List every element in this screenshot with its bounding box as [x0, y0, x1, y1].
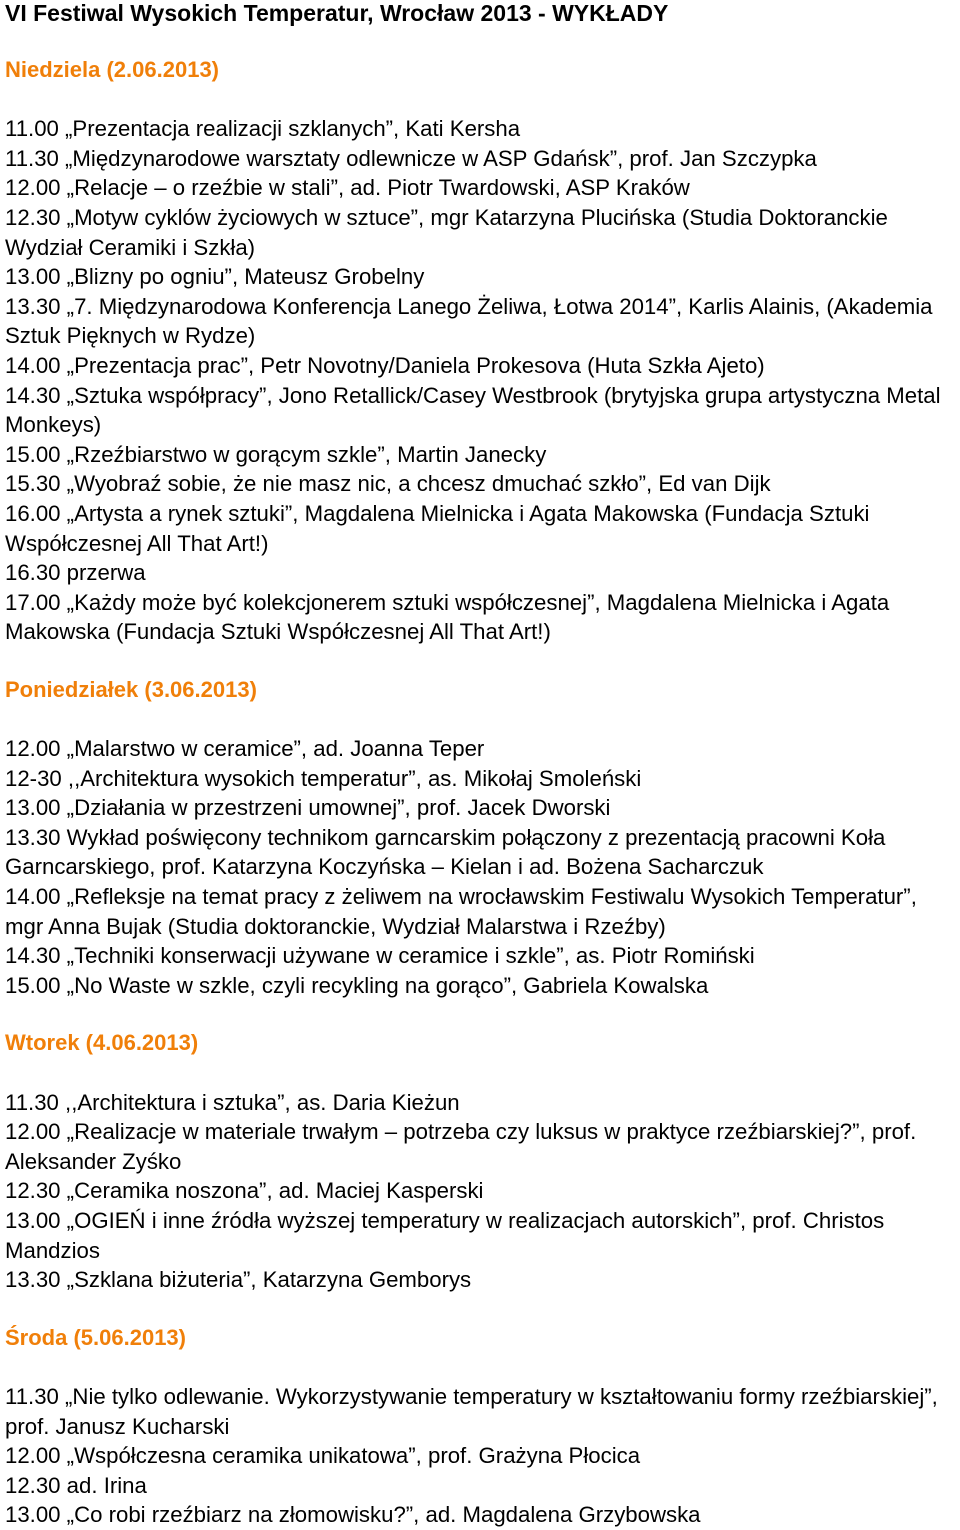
lecture-entry: 15.00 „No Waste w szkle, czyli recykling na gorąco”, Gabriela Kowalska: [5, 972, 709, 998]
lecture-entry: 13.00 „Co robi rzeźbiarz na złomowisku?”, ad. Magdalena Grzybowska: [5, 1502, 701, 1528]
document-title: VI Festiwal Wysokich Temperatur, Wrocław 2013 - WYKŁADY: [5, 0, 669, 26]
day-heading: Środa (5.06.2013): [5, 1324, 186, 1350]
day-section: [5, 1028, 957, 1294]
lecture-entry: 15.00 „Rzeźbiarstwo w gorącym szkle”, Martin Janecky: [5, 441, 547, 467]
lecture-entry: 12-30 ,,Architektura wysokich temperatur”, as. Mikołaj Smoleński: [5, 765, 642, 791]
lecture-entry: 13.30 „Szklana biżuteria”, Katarzyna Gemborys: [5, 1267, 472, 1293]
lecture-entry: 12.30 „Motyw cyklów życiowych w sztuce”, mgr Katarzyna Plucińska (Studia Doktoranckie Wydział Ceramiki i Szkła): [5, 204, 888, 260]
spacer: [5, 704, 957, 734]
day-section: [5, 55, 957, 647]
lecture-entry: 14.30 „Techniki konserwacji używane w ceramice i szkle”, as. Piotr Romiński: [5, 943, 755, 969]
lecture-entry: 17.00 „Każdy może być kolekcjonerem sztuki współczesnej”, Magdalena Mielnicka i Agata Makowska (Fundacja Sztuki Współczesnej All That Art!): [5, 589, 890, 645]
day-heading: Wtorek (4.06.2013): [5, 1030, 199, 1056]
day-section: [5, 1323, 957, 1530]
day-section: [5, 675, 957, 1001]
day-heading: Poniedziałek (3.06.2013): [5, 676, 257, 702]
spacer: [5, 1352, 957, 1382]
lecture-entry: 14.00 „Refleksje na temat pracy z żeliwem na wrocławskim Festiwalu Wysokich Temperatur”, mgr Anna Bujak (Studia doktoranckie, Wydział Malarstwa i Rzeźby): [5, 884, 917, 939]
lecture-entry: 12.30 „Ceramika noszona”, ad. Maciej Kasperski: [5, 1178, 484, 1204]
lecture-entry: 15.30 „Wyobraź sobie, że nie masz nic, a chcesz dmuchać szkło”, Ed van Dijk: [5, 471, 771, 497]
spacer: [5, 85, 957, 115]
lecture-entry: 11.00 „Prezentacja realizacji szklanych”, Kati Kersha: [5, 116, 521, 142]
lecture-entry: 12.30 ad. Irina: [5, 1472, 147, 1498]
lecture-entry: 14.30 „Sztuka współpracy”, Jono Retallick/Casey Westbrook (brytyjska grupa artystyczna Metal Monkeys): [5, 382, 941, 438]
lecture-entry: 16.00 „Artysta a rynek sztuki”, Magdalena Mielnicka i Agata Makowska (Fundacja Sztuki Współczesnej All That Art!): [5, 500, 870, 556]
lecture-entry: 11.30 „Nie tylko odlewanie. Wykorzystywanie temperatury w kształtowaniu formy rzeźbiarskiej”, prof. Janusz Kucharski: [5, 1383, 938, 1439]
lecture-entry: 13.30 „7. Międzynarodowa Konferencja Lanego Żeliwa, Łotwa 2014”, Karlis Alainis, (Akademia Sztuk Pięknych w Rydze): [5, 293, 933, 349]
lecture-entry: 14.00 „Prezentacja prac”, Petr Novotny/Daniela Prokesova (Huta Szkła Ajeto): [5, 352, 765, 378]
lecture-entry: 11.30 ,,Architektura i sztuka”, as. Daria Kieżun: [5, 1089, 460, 1115]
lecture-entry: 13.00 „Działania w przestrzeni umownej”, prof. Jacek Dworski: [5, 795, 611, 821]
lecture-entry: 12.00 „Malarstwo w ceramice”, ad. Joanna Teper: [5, 736, 485, 762]
spacer: [5, 1058, 957, 1088]
lecture-entry: 12.00 „Współczesna ceramika unikatowa”, prof. Grażyna Płocica: [5, 1443, 641, 1469]
lecture-entry: 12.00 „Realizacje w materiale trwałym – potrzeba czy luksus w praktyce rzeźbiarskiej?”, prof. Aleksander Zyśko: [5, 1119, 917, 1174]
document-page: [5, 0, 957, 1530]
lecture-entry: 11.30 „Międzynarodowe warsztaty odlewnicze w ASP Gdańsk”, prof. Jan Szczypka: [5, 145, 817, 171]
day-heading: Niedziela (2.06.2013): [5, 57, 220, 82]
lecture-entry: 13.00 „OGIEŃ i inne źródła wyższej temperatury w realizacjach autorskich”, prof. Christos Mandzios: [5, 1207, 885, 1263]
lecture-entry: 13.00 „Blizny po ogniu”, Mateusz Grobelny: [5, 264, 425, 290]
lecture-entry: 13.30 Wykład poświęcony technikom garncarskim połączony z prezentacją pracowni Koła Garncarskiego, prof. Katarzyna Koczyńska – Kielan i ad. Bożena Sacharczuk: [5, 824, 886, 880]
schedule: [5, 55, 957, 1530]
lecture-entry: 12.00 „Relacje – o rzeźbie w stali”, ad. Piotr Twardowski, ASP Kraków: [5, 175, 690, 201]
lecture-entry: 16.30 przerwa: [5, 560, 146, 586]
